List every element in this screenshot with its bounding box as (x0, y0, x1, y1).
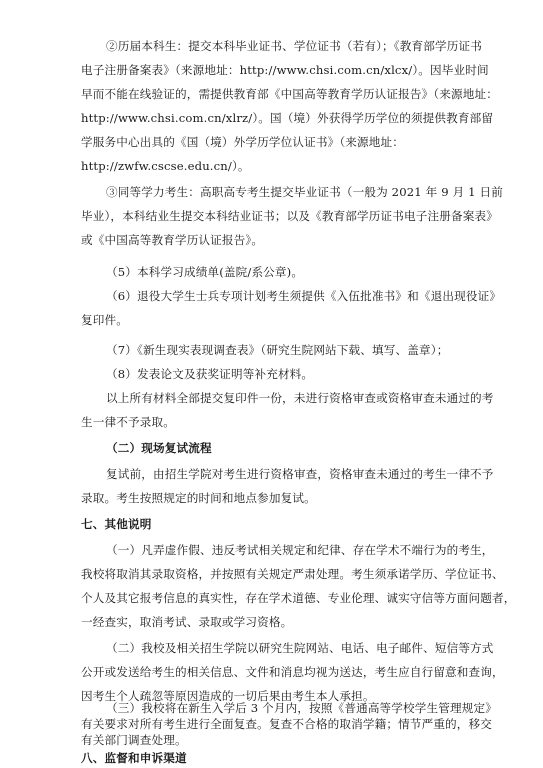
text-line: 以上所有材料全部提交复印件一份，未进行资格审查或资格审查未通过的考 (106, 391, 494, 405)
text-line: http://www.chsi.com.cn/xlrz/）。国（境）外获得学历学位的须提供教育部留 (81, 111, 494, 125)
text-line: （8）发表论文及获奖证明等补充材料。 (106, 367, 314, 381)
text-line: （一）凡弄虚作假、违反考试相关规定和纪律、存在学术不端行为的考生， (106, 543, 494, 557)
text-line: ③同等学力考生：高职高专考生提交毕业证书（一般为 2021 年 9 月 1 日前 (106, 185, 503, 199)
text-line: （二）我校及相关招生学院以研究生院网站、电话、电子邮件、短信等方式 (106, 641, 494, 655)
text-line: 学服务中心出具的《国（境）外学历学位认证书》（来源地址： (81, 135, 405, 149)
text-line: 早而不能在线验证的，需提供教育部《中国高等教育学历认证报告》（来源地址： (81, 87, 498, 101)
text-line: （5）本科学习成绩单(盖院/系公章)。 (106, 265, 304, 279)
text-line: http://zwfw.cscse.edu.cn/）。 (81, 159, 250, 173)
section-heading: 七、其他说明 (81, 517, 152, 531)
text-line: （6）退役大学生士兵专项计划考生须提供《入伍批准书》和《退出现役证》 (106, 289, 502, 303)
text-line: 复试前，由招生学院对考生进行资格审查，资格审查未通过的考生一律不予 (106, 467, 494, 481)
text-line: 有关部门调查处理。 (81, 733, 187, 747)
text-line: 或《中国高等教育学历认证报告》。 (81, 233, 264, 247)
text-line: （7）《新生现实表现调查表》（研究生院网站下载、填写、盖章）； (106, 343, 449, 357)
section-heading: 八、监督和申诉渠道 (81, 751, 187, 765)
text-line: 录取。考生按照规定的时间和地点参加复试。 (81, 491, 316, 505)
text-line: 电子注册备案表》（来源地址：http://www.chsi.com.cn/xlcx/）。因毕业时间 (81, 63, 489, 77)
text-line: 一经查实，取消考试、录取或学习资格。 (81, 615, 293, 629)
text-line: ②历届本科生：提交本科毕业证书、学位证书（若有）；《教育部学历证书 (106, 39, 482, 53)
text-line: 个人及其它报考信息的真实性，存在学术道德、专业伦理、诚实守信等方面问题者， (81, 591, 516, 605)
text-line: 因考生个人疏忽等原因造成的一切后果由考生本人承担。 (81, 689, 375, 703)
text-line: 复印件。 (81, 313, 128, 327)
text-line: 有关要求对所有考生进行全面复查。复查不合格的取消学籍；情节严重的，移交 (81, 717, 493, 731)
text-line: 公开或发送给考生的相关信息、文件和消息均视为送达，考生应自行留意和查询， (81, 665, 504, 679)
section-heading: （二）现场复试流程 (106, 441, 212, 455)
text-line: 生一律不予录取。 (81, 415, 175, 429)
text-line: （三）我校将在新生入学后 3 个月内，按照《普通高等学校学生管理规定》 (106, 701, 497, 715)
text-line: 毕业），本科结业生提交本科结业证书；以及《教育部学历证书电子注册备案表》 (81, 209, 498, 223)
text-line: 我校将取消其录取资格，并按照有关规定严肃处理。考生须承诺学历、学位证书、 (81, 567, 504, 581)
